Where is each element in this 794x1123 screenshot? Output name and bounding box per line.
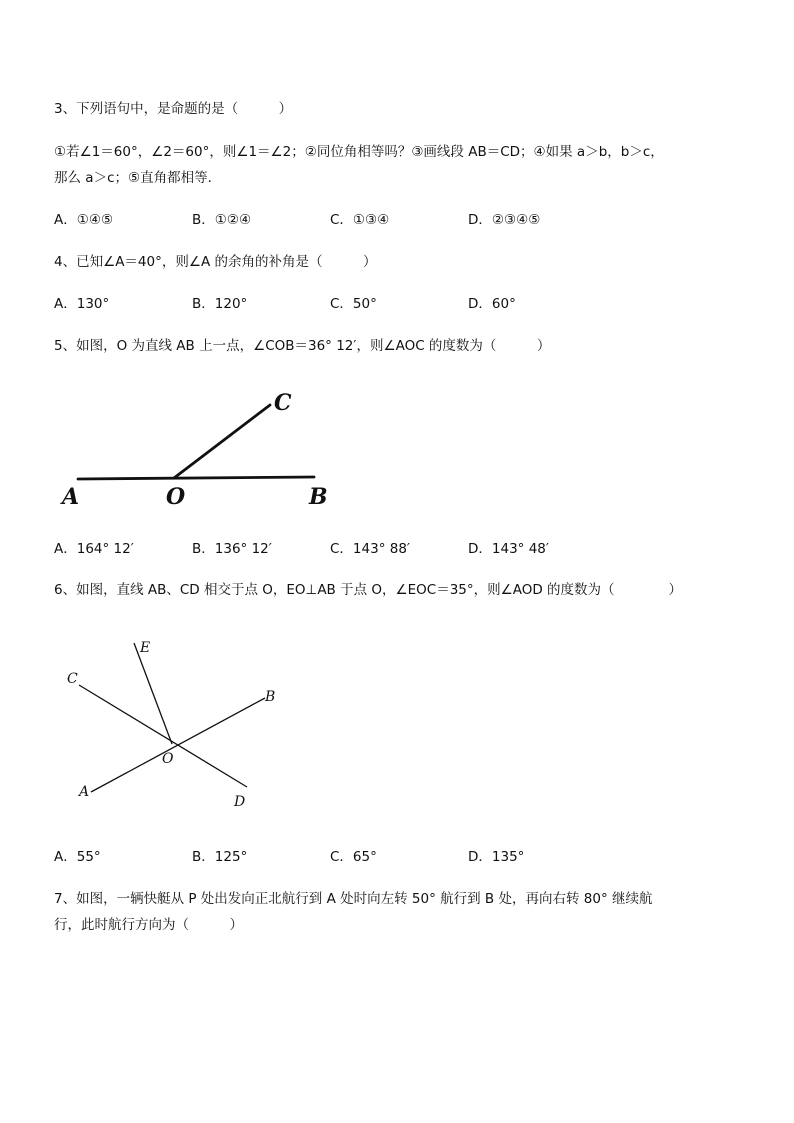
label-d: D [234, 794, 246, 810]
label-e: E [140, 640, 151, 656]
label-b: B [309, 484, 328, 510]
question-4-stem: 4、已知∠A＝40°，则∠A 的余角的补角是（ ） [54, 254, 377, 270]
question-6-figure [60, 630, 300, 820]
label-o: O [166, 484, 186, 510]
question-3-stem: 3、下列语句中，是命题的是（ ） [54, 101, 293, 117]
question-5-option-b: B．136° 12′ [192, 541, 272, 557]
question-6-option-c: C．65° [330, 849, 377, 865]
question-5-option-a: A．164° 12′ [54, 541, 134, 557]
question-5-option-d: D．143° 48′ [468, 541, 549, 557]
question-6-option-b: B．125° [192, 849, 248, 865]
question-6-option-a: A．55° [54, 849, 101, 865]
question-6-option-d: D．135° [468, 849, 525, 865]
question-5-figure [50, 380, 350, 520]
label-a: A [79, 784, 90, 800]
question-7-stem-line-1: 7、如图，一辆快艇从 P 处出发向正北航行到 A 处时向左转 50° 航行到 B 处，再向右转 80° 继续航 [54, 891, 653, 907]
ray-oc [174, 405, 270, 478]
question-3-statements-line-1: ①若∠1＝60°，∠2＝60°，则∠1＝∠2；②同位角相等吗？③画线段 AB＝CD；④如果 a＞b，b＞c， [54, 144, 664, 160]
question-4-option-a: A．130° [54, 296, 110, 312]
question-7-stem-line-2: 行，此时航行方向为（ ） [54, 917, 243, 933]
label-o: O [162, 751, 174, 767]
question-6-stem: 6、如图，直线 AB、CD 相交于点 O，EO⊥AB 于点 O，∠EOC＝35°，则∠AOD 的度数为（ ） [54, 582, 683, 598]
question-4-option-d: D．60° [468, 296, 516, 312]
ray-oe [134, 643, 172, 744]
question-3-option-a: A．①④⑤ [54, 212, 114, 228]
line-cd [79, 685, 247, 787]
question-3-option-d: D．②③④⑤ [468, 212, 541, 228]
question-5-option-c: C．143° 88′ [330, 541, 410, 557]
label-a: A [62, 484, 80, 510]
label-c: C [274, 390, 292, 416]
question-3-option-b: B．①②④ [192, 212, 252, 228]
question-4-option-b: B．120° [192, 296, 248, 312]
question-5-stem: 5、如图，O 为直线 AB 上一点，∠COB＝36° 12′，则∠AOC 的度数为（ ） [54, 338, 551, 354]
question-3-option-c: C．①③④ [330, 212, 390, 228]
label-c: C [67, 671, 78, 687]
question-3-statements-line-2: 那么 a＞c；⑤直角都相等． [54, 170, 222, 186]
label-b: B [265, 689, 276, 705]
line-ab [78, 477, 314, 479]
question-4-option-c: C．50° [330, 296, 377, 312]
